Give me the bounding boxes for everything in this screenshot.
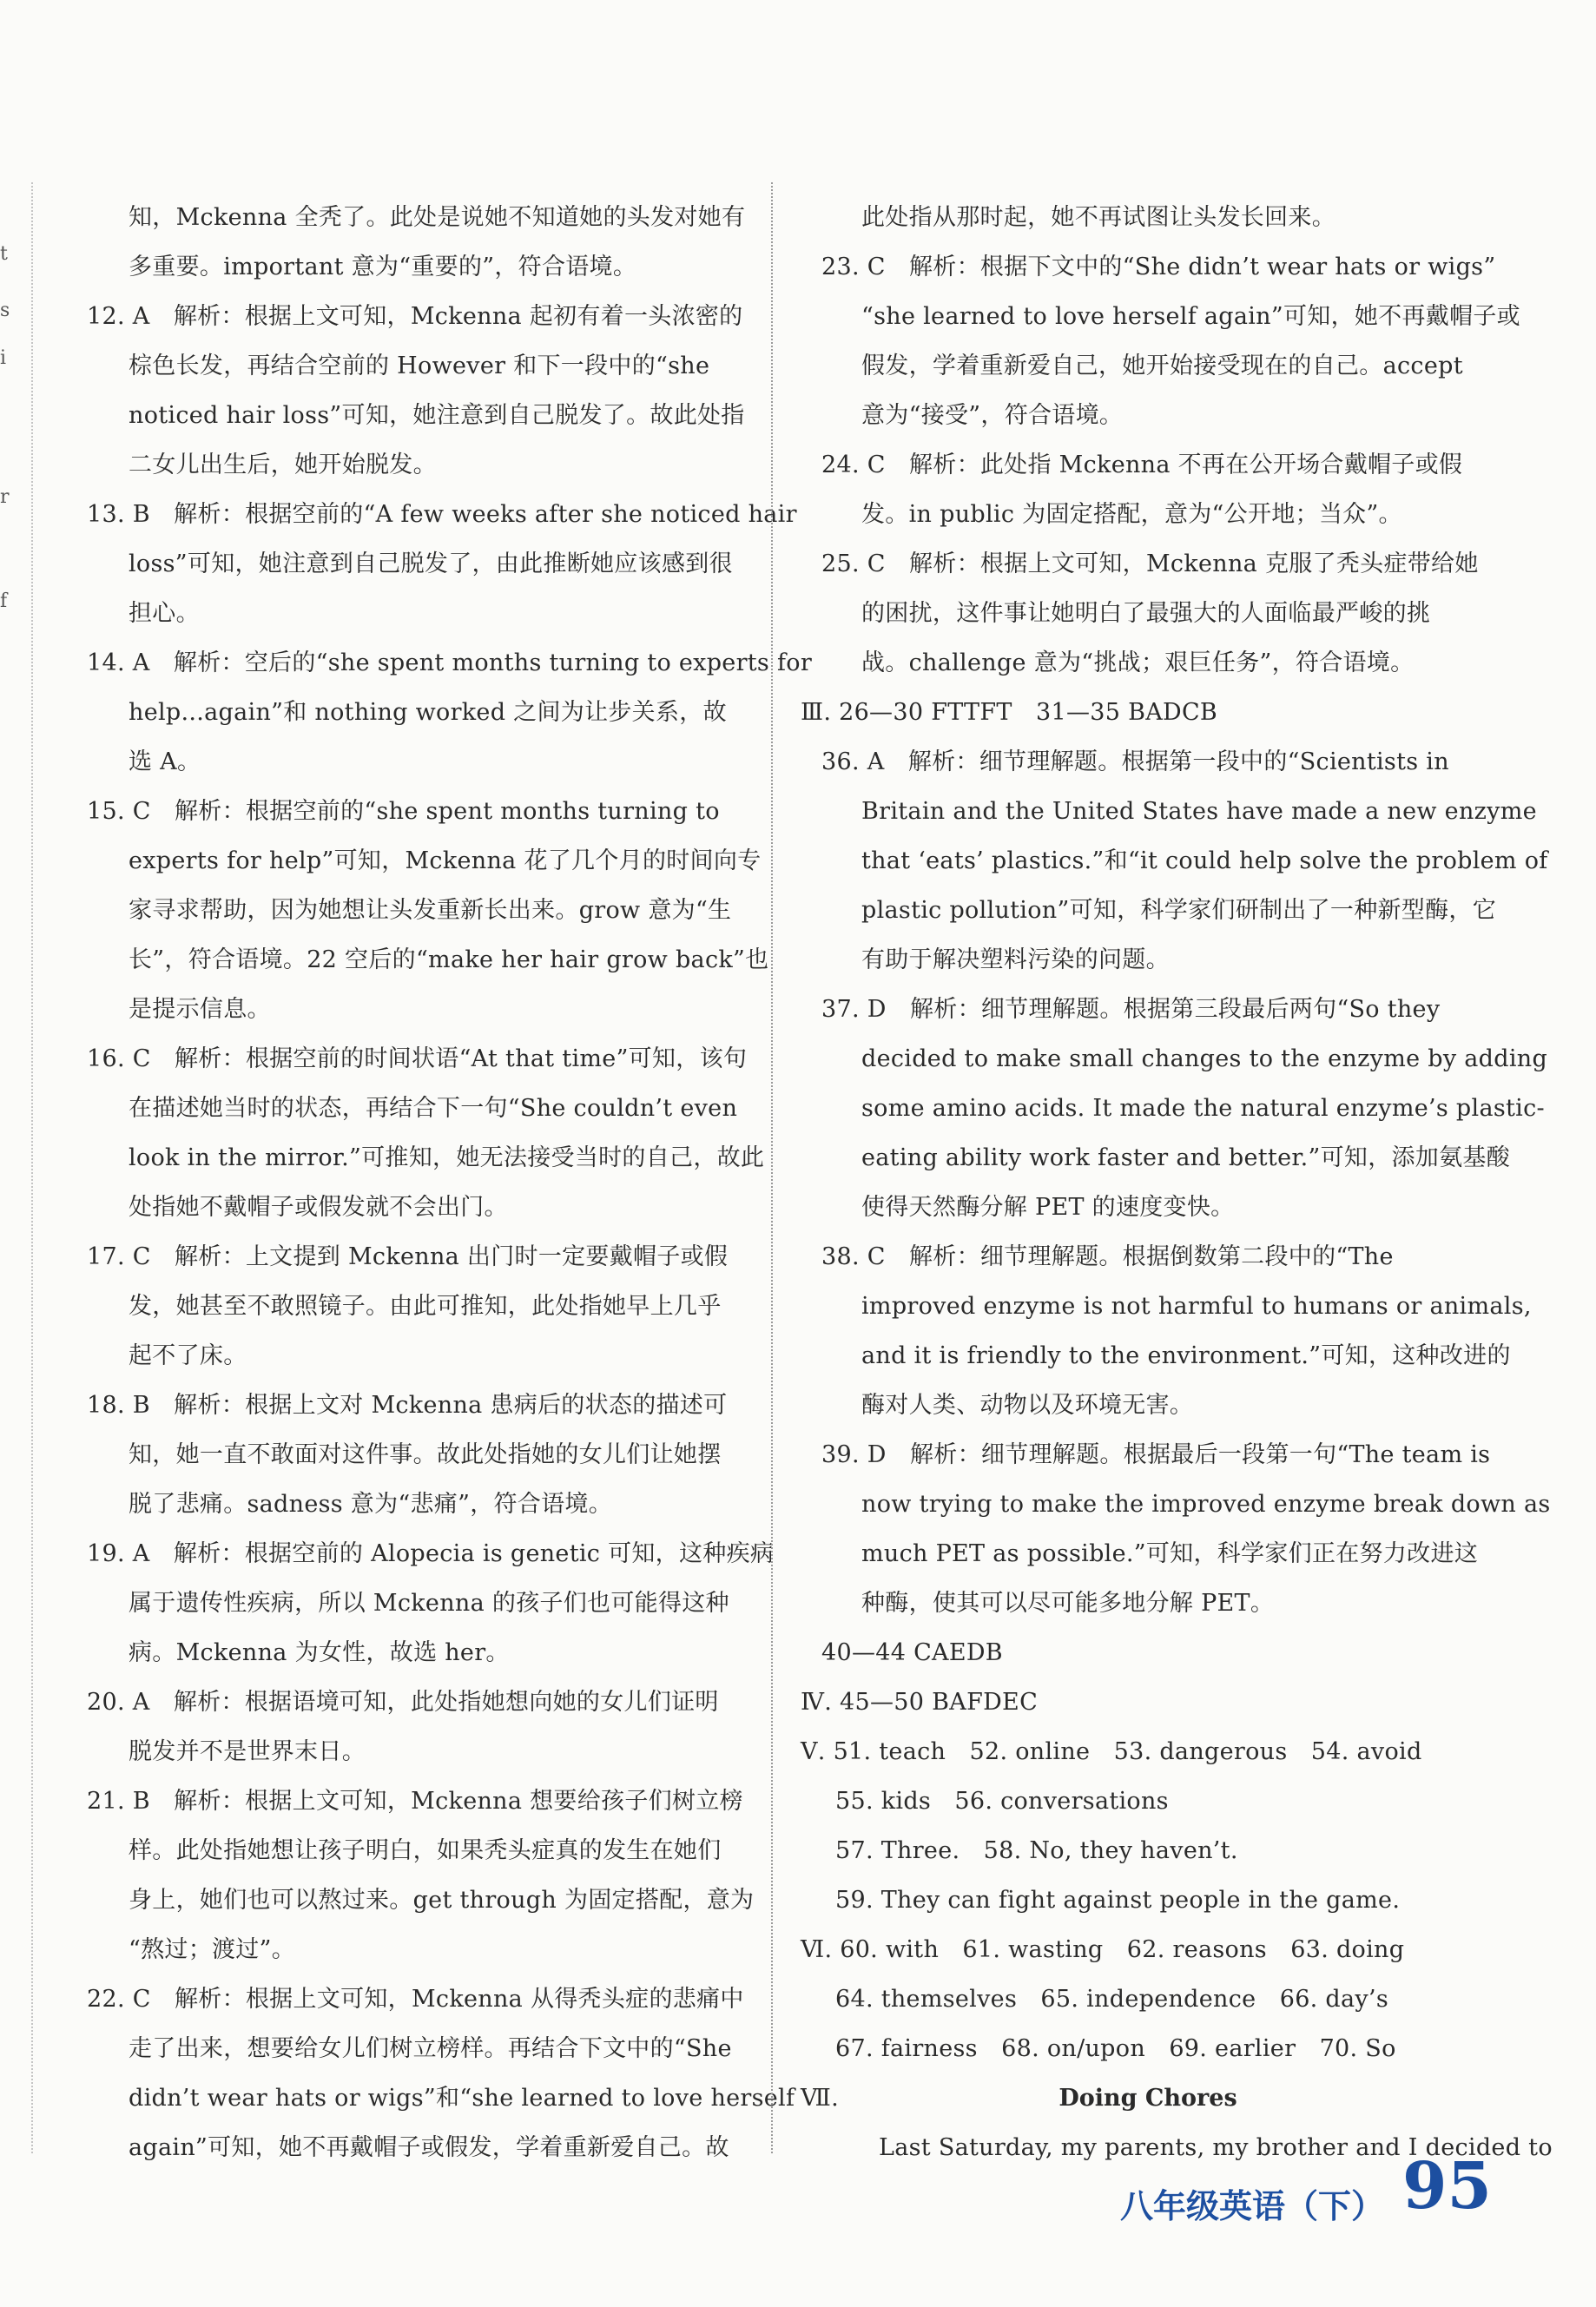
right_column-line-text: “she learned to love herself again”可知，她不再戴帽子或 xyxy=(861,303,1520,330)
left_column-line xyxy=(87,490,797,539)
left_column-line-text: 是提示信息。 xyxy=(129,996,271,1023)
right_column-line xyxy=(801,391,1495,440)
right_column-line xyxy=(801,242,1495,292)
left_column-line-text: 处指她不戴帽子或假发就不会出门。 xyxy=(129,1194,508,1221)
right_column-line xyxy=(801,886,1495,935)
left_column-line xyxy=(87,193,751,242)
right_column-line-text: 发。in public 为固定搭配，意为“公开地；当众”。 xyxy=(861,501,1402,528)
right_column-line xyxy=(801,1826,1495,1875)
left_column-line-text: 18. B 解析：根据上文对 Mckenna 患病后的状态的描述可 xyxy=(87,1392,728,1419)
left_column-line-text: 担心。 xyxy=(129,600,200,627)
right_column-line xyxy=(801,193,1495,242)
left_column-line-text: 身上，她们也可以熬过来。get through 为固定搭配，意为 xyxy=(129,1887,755,1914)
page-edge-dotted-line xyxy=(31,182,33,2153)
left_column-line-text: 起不了床。 xyxy=(129,1342,247,1369)
left_column-line xyxy=(87,539,751,589)
left_column-line-text: 二女儿出生后，她开始脱发。 xyxy=(129,452,437,478)
right_column-line-text: Ⅲ. 26—30 FTTFT 31—35 BADCB xyxy=(801,699,1218,726)
left_column-line-text: 发，她甚至不敢照镜子。由此可推知，此处指她早上几乎 xyxy=(129,1293,722,1320)
right_column-line xyxy=(801,985,1495,1034)
right_column-line-text: 36. A 解析：细节理解题。根据第一段中的“Scientists in xyxy=(821,748,1449,775)
right_column-line xyxy=(801,292,1520,341)
right_column-line-text: eating ability work faster and better.”可知，添加氨基酸 xyxy=(861,1144,1510,1171)
left_column-line xyxy=(87,2073,795,2123)
left_column-line xyxy=(87,1776,751,1826)
right_column-line-text: 64. themselves 65. independence 66. day’s xyxy=(835,1986,1389,2013)
essay-title: Doing Chores xyxy=(1059,2085,1237,2112)
right_column-line-text: 酶对人类、动物以及环境无害。 xyxy=(861,1392,1194,1419)
right_column-line xyxy=(801,638,1495,688)
right_column-line xyxy=(801,1232,1495,1282)
left_column-line xyxy=(87,1974,751,2024)
right_column-line-text: and it is friendly to the environment.”可知，这种改进的 xyxy=(861,1342,1511,1369)
page-footer xyxy=(1120,2149,1492,2230)
right_column-line-text: 38. C 解析：细节理解题。根据倒数第二段中的“The xyxy=(821,1243,1394,1270)
right_column-line xyxy=(801,935,1495,985)
left_column-line xyxy=(87,1183,751,1232)
page-number: 95 xyxy=(1402,2149,1492,2224)
right_column-line-text: 意为“接受”，符合语境。 xyxy=(861,402,1124,429)
right_column-line xyxy=(801,1628,1495,1678)
left_column-line xyxy=(87,935,769,985)
edge-mark: i xyxy=(0,347,7,369)
right_column-line xyxy=(801,1579,1495,1628)
left_column-line-text: loss”可知，她注意到自己脱发了，由此推断她应该感到很 xyxy=(129,550,733,577)
right_column-line-text: 此处指从那时起，她不再试图让头发长回来。 xyxy=(861,204,1335,231)
right_column-line xyxy=(801,1875,1495,1925)
left_column-line xyxy=(87,1381,751,1430)
left_column-line xyxy=(87,886,751,935)
right_column-line xyxy=(801,1678,1495,1727)
left_column-line-text: 属于遗传性疾病，所以 Mckenna 的孩子们也可能得这种 xyxy=(129,1590,729,1617)
right_column-line xyxy=(801,2024,1495,2073)
left_column-line xyxy=(87,589,751,638)
right_column-line-text: now trying to make the improved enzyme break down as xyxy=(861,1491,1551,1518)
left_column-line xyxy=(87,1678,751,1727)
right_column-line-text: plastic pollution”可知，科学家们研制出了一种新型酶，它 xyxy=(861,897,1496,924)
right_column-line xyxy=(801,1776,1495,1826)
left_column-line xyxy=(87,1282,751,1331)
left_column-line-text: 家寻求帮助，因为她想让头发重新长出来。grow 意为“生 xyxy=(129,897,732,924)
right_column-line-text: 67. fairness 68. on/upon 69. earlier 70. So xyxy=(835,2035,1396,2062)
right_column-line-text: Ⅶ. xyxy=(801,2085,840,2112)
left_column-line xyxy=(87,1628,751,1678)
right_column-line xyxy=(801,787,1537,836)
left_column-line-text: 20. A 解析：根据语境可知，此处指她想向她的女儿们证明 xyxy=(87,1689,719,1716)
left_column-line xyxy=(87,1034,751,1084)
right_column-line-text: much PET as possible.”可知，科学家们正在努力改进这 xyxy=(861,1540,1479,1567)
left_column-line xyxy=(87,1331,751,1381)
left_column-line xyxy=(87,1529,775,1579)
left_column-line-text: experts for help”可知，Mckenna 花了几个月的时间向专 xyxy=(129,847,762,874)
left_column-line xyxy=(87,1480,751,1529)
left_column-line xyxy=(87,688,751,737)
right_column-line-text: 39. D 解析：细节理解题。根据最后一段第一句“The team is xyxy=(821,1441,1491,1468)
edge-mark: r xyxy=(0,486,10,508)
right_column-line-text: Ⅳ. 45—50 BAFDEC xyxy=(801,1689,1039,1716)
left_column-line-text: 在描述她当时的状态，再结合下一句“She couldn’t even xyxy=(129,1095,738,1122)
left_column-line xyxy=(87,1133,765,1183)
right_column-line xyxy=(801,589,1495,638)
right_column-line-text: 有助于解决塑料污染的问题。 xyxy=(861,946,1170,973)
left_column-line xyxy=(87,1232,751,1282)
right_column-line-text: 37. D 解析：细节理解题。根据第三段最后两句“So they xyxy=(821,996,1441,1023)
left_column-line xyxy=(87,638,813,688)
left_column-line-text: 16. C 解析：根据空前的时间状语“At that time”可知，该句 xyxy=(87,1045,748,1072)
edge-mark: f xyxy=(0,590,8,612)
left_column-line xyxy=(87,1875,755,1925)
left_column-line xyxy=(87,836,762,886)
column-divider xyxy=(771,182,773,2153)
right_column-line xyxy=(801,1925,1495,1974)
right_column-line-text: decided to make small changes to the enzyme by adding xyxy=(861,1045,1548,1072)
left_column-line xyxy=(87,2024,751,2073)
left_column-line-text: 22. C 解析：根据上文可知，Mckenna 从得秃头症的悲痛中 xyxy=(87,1986,744,2013)
right_column-line xyxy=(801,836,1548,886)
left_column-line-text: again”可知，她不再戴帽子或假发，学着重新爱自己。故 xyxy=(129,2134,729,2161)
left_column-line-text: 选 A。 xyxy=(129,748,201,775)
right_column-line-text: 23. C 解析：根据下文中的“She didn’t wear hats or wigs” xyxy=(821,254,1496,280)
left_column-line-text: didn’t wear hats or wigs”和“she learned to love herself xyxy=(129,2085,795,2112)
left_column-line-text: 15. C 解析：根据空前的“she spent months turning to xyxy=(87,798,720,825)
left_column-line-text: 知，Mckenna 全秃了。此处是说她不知道她的头发对她有 xyxy=(129,204,746,231)
left_column-line xyxy=(87,985,751,1034)
right_column-line-text: Ⅵ. 60. with 61. wasting 62. reasons 63. doing xyxy=(801,1936,1405,1963)
right_column-line xyxy=(801,1974,1495,2024)
right_column-line xyxy=(801,490,1495,539)
left_column-line xyxy=(87,1084,751,1133)
right_column-line-text: some amino acids. It made the natural enzyme’s plastic- xyxy=(861,1095,1545,1122)
right_column-line xyxy=(801,1480,1551,1529)
right_column-line xyxy=(801,1727,1495,1776)
left_column-line-text: 12. A 解析：根据上文可知，Mckenna 起初有着一头浓密的 xyxy=(87,303,743,330)
left_column-line-text: 样。此处指她想让孩子明白，如果秃头症真的发生在她们 xyxy=(129,1837,722,1864)
right_column-line xyxy=(801,1034,1548,1084)
left_column-line-text: 13. B 解析：根据空前的“A few weeks after she noticed hair xyxy=(87,501,797,528)
right_column-line xyxy=(801,1282,1532,1331)
right_column-line-text: 使得天然酶分解 PET 的速度变快。 xyxy=(861,1194,1235,1221)
left_column-line xyxy=(87,1925,751,1974)
right_column-line-text: 55. kids 56. conversations xyxy=(835,1788,1169,1815)
left_column-line-text: 多重要。important 意为“重要的”，符合语境。 xyxy=(129,254,637,280)
left_column-line xyxy=(87,787,751,836)
right_column-line-text: 59. They can fight against people in the game. xyxy=(835,1887,1401,1914)
left_column-line xyxy=(87,1579,751,1628)
left_column-line xyxy=(87,391,751,440)
right_column-line-text: 40—44 CAEDB xyxy=(821,1639,1003,1666)
left_column-line-text: 21. B 解析：根据上文可知，Mckenna 想要给孩子们树立榜 xyxy=(87,1788,743,1815)
right_column-line-text: 假发，学着重新爱自己，她开始接受现在的自己。accept xyxy=(861,353,1463,379)
right_column-line-text: Ⅴ. 51. teach 52. online 53. dangerous 54. avoid xyxy=(801,1738,1422,1765)
left_column-line-text: 棕色长发，再结合空前的 However 和下一段中的“she xyxy=(129,353,710,379)
right_column-line xyxy=(801,1084,1545,1133)
right_column-line-text: 的困扰，这件事让她明白了最强大的人面临最严峻的挑 xyxy=(861,600,1431,627)
left_column-line xyxy=(87,440,751,490)
right_column-line-text: Britain and the United States have made a new enzyme xyxy=(861,798,1537,825)
right_column-line-text: 25. C 解析：根据上文可知，Mckenna 克服了秃头症带给她 xyxy=(821,550,1479,577)
edge-mark: s xyxy=(0,300,10,321)
left_column-line-text: look in the mirror.”可推知，她无法接受当时的自己，故此 xyxy=(129,1144,765,1171)
right_column-line-text: 57. Three. 58. No, they haven’t. xyxy=(835,1837,1238,1864)
right_column-line xyxy=(801,539,1495,589)
left_column-line-text: 长”，符合语境。22 空后的“make her hair grow back”也 xyxy=(129,946,769,973)
left_column-line-text: 走了出来，想要给女儿们树立榜样。再结合下文中的“She xyxy=(129,2035,732,2062)
left_column-line-text: 病。Mckenna 为女性，故选 her。 xyxy=(129,1639,510,1666)
left_column-line-text: 19. A 解析：根据空前的 Alopecia is genetic 可知，这种疾病 xyxy=(87,1540,775,1567)
left_column-line xyxy=(87,1430,751,1480)
left_column-line xyxy=(87,292,751,341)
right_column-line xyxy=(801,688,1495,737)
left_column-line xyxy=(87,341,751,391)
right_column-line xyxy=(801,1430,1495,1480)
left_column-line-text: noticed hair loss”可知，她注意到自己脱发了。故此处指 xyxy=(129,402,745,429)
left_column-line-text: 脱发并不是世界末日。 xyxy=(129,1738,366,1765)
right_column-line xyxy=(801,1133,1510,1183)
right_column-line xyxy=(801,737,1495,787)
right_column-line xyxy=(801,440,1495,490)
right_column-line-text: 24. C 解析：此处指 Mckenna 不再在公开场合戴帽子或假 xyxy=(821,452,1463,478)
left_column-line-text: help...again”和 nothing worked 之间为让步关系，故 xyxy=(129,699,727,726)
left_column-line xyxy=(87,1826,751,1875)
right_column-line xyxy=(801,1183,1495,1232)
right_column-line xyxy=(801,1529,1495,1579)
right_column-line xyxy=(801,1381,1495,1430)
left_column-line xyxy=(87,2123,751,2172)
edge-mark: t xyxy=(0,243,8,265)
right_column-line xyxy=(801,341,1495,391)
right_column-line-text: 战。challenge 意为“挑战；艰巨任务”，符合语境。 xyxy=(861,649,1415,676)
left_column-line-text: 知，她一直不敢面对这件事。故此处指她的女儿们让她摆 xyxy=(129,1441,722,1468)
right_column-line-text: 种酶，使其可以尽可能多地分解 PET。 xyxy=(861,1590,1275,1617)
left_column-line xyxy=(87,737,751,787)
right_column-line-text: improved enzyme is not harmful to humans or animals, xyxy=(861,1293,1532,1320)
book-title: 八年级英语（下） xyxy=(1120,2187,1385,2225)
left_column-line-text: 14. A 解析：空后的“she spent months turning to experts for xyxy=(87,649,813,676)
left_column-line-text: 脱了悲痛。sadness 意为“悲痛”，符合语境。 xyxy=(129,1491,613,1518)
right_column-line-text: that ‘eats’ plastics.”和“it could help solve the problem of xyxy=(861,847,1548,874)
left_column-line-text: “熬过；渡过”。 xyxy=(129,1936,296,1963)
left_column-line-text: 17. C 解析：上文提到 Mckenna 出门时一定要戴帽子或假 xyxy=(87,1243,729,1270)
left_column-line xyxy=(87,1727,751,1776)
left_column-line xyxy=(87,242,751,292)
right_column-line-text: Last Saturday, my parents, my brother and I decided to xyxy=(879,2134,1553,2161)
right_column-line xyxy=(801,1331,1511,1381)
